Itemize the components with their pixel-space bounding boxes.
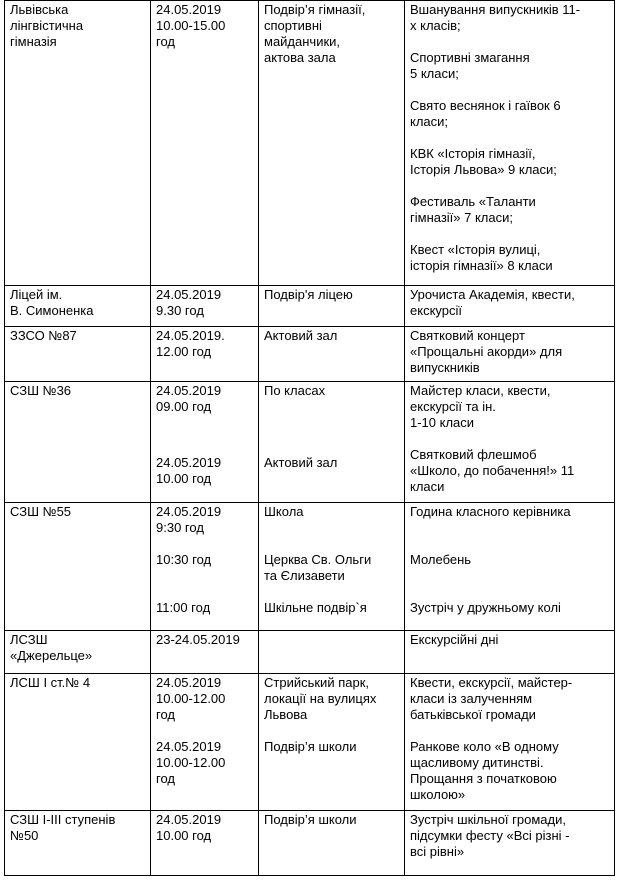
events-table (4, 0, 615, 876)
date-cell: 24.05.2019 9:30 год 10:30 год 11:00 год (151, 503, 259, 631)
school-cell: ЛСШ І ст.№ 4 (5, 674, 151, 811)
date-cell: 24.05.2019 09.00 год 24.05.2019 10.00 год (151, 382, 259, 503)
place-cell: По класах Актовий зал (259, 382, 405, 503)
event-item: Зустріч у дружньому колі (410, 600, 561, 615)
table-row (5, 1, 615, 286)
table-row (5, 674, 615, 811)
event-item: Ранкове коло «В одному щасливому дитинстві. Прощання з початковою школою» (410, 739, 559, 802)
events-cell (405, 674, 615, 811)
date-cell: 24.05.2019. 12.00 год (151, 327, 259, 382)
event-item: Спортивні змагання 5 класи; (410, 50, 530, 81)
events-cell: Святковий концерт «Прощальні акорди» для випускників (405, 327, 615, 382)
school-cell: Ліцей ім. В. Симоненка (5, 286, 151, 327)
place-cell: Актовий зал (259, 327, 405, 382)
place-cell: Подвір'я ліцею (259, 286, 405, 327)
event-item: Година класного керівника (410, 504, 571, 519)
table-row (5, 503, 615, 631)
place-cell: Школа Церква Св. Ольги та Єлизавети Шкільне подвір`я (259, 503, 405, 631)
school-cell: ЗЗСО №87 (5, 327, 151, 382)
date-cell: 24.05.2019 9.30 год (151, 286, 259, 327)
school-cell: СЗШ №36 (5, 382, 151, 503)
table-row (5, 811, 615, 876)
place-cell (259, 631, 405, 674)
event-item: Молебень (410, 552, 472, 567)
events-cell (405, 382, 615, 503)
place-cell: Подвір’я гімназії, спортивні майданчики, актова зала (259, 1, 405, 286)
date-cell: 24.05.2019 10.00 год (151, 811, 259, 876)
table-row (5, 286, 615, 327)
school-cell: СЗШ №55 (5, 503, 151, 631)
date-cell: 24.05.2019 10.00-15.00 год (151, 1, 259, 286)
event-item: Квест «Історія вулиці, історія гімназії» 8 класи (410, 242, 553, 273)
events-cell: Урочиста Академія, квести, екскурсії (405, 286, 615, 327)
date-cell: 24.05.2019 10.00-12.00 год 24.05.2019 10.00-12.00 год (151, 674, 259, 811)
events-cell: Зустріч шкільної громади, підсумки фесту «Всі різні - всі рівні» (405, 811, 615, 876)
table-row (5, 631, 615, 674)
table-row (5, 327, 615, 382)
school-cell: СЗШ І-ІІІ ступенів №50 (5, 811, 151, 876)
event-item: Вшанування випускників 11- х класів; (410, 2, 581, 33)
events-cell (405, 1, 615, 286)
events-cell (405, 503, 615, 631)
place-cell: Подвір’я школи (259, 811, 405, 876)
event-item: Фестиваль «Таланти гімназії» 7 класи; (410, 194, 536, 225)
date-cell: 23-24.05.2019 (151, 631, 259, 674)
event-item: Майстер класи, квести, екскурсії та ін. 1-10 класи (410, 383, 551, 430)
event-item: Квести, екскурсії, майстер- класи із залученням батьківської громади (410, 675, 573, 722)
place-cell: Стрийський парк, локації на вулицях Львова Подвір’я школи (259, 674, 405, 811)
school-cell: Львівська лінгвістична гімназія (5, 1, 151, 286)
table-row (5, 382, 615, 503)
event-item: Святковий флешмоб «Школо, до побачення!» 11 класи (410, 447, 575, 494)
event-item: Свято веснянок і гаївок 6 класи; (410, 98, 561, 129)
school-cell: ЛСЗШ «Джерельце» (5, 631, 151, 674)
events-cell: Екскурсійні дні (405, 631, 615, 674)
event-item: КВК «Історія гімназії, Історія Львова» 9 класи; (410, 146, 557, 177)
